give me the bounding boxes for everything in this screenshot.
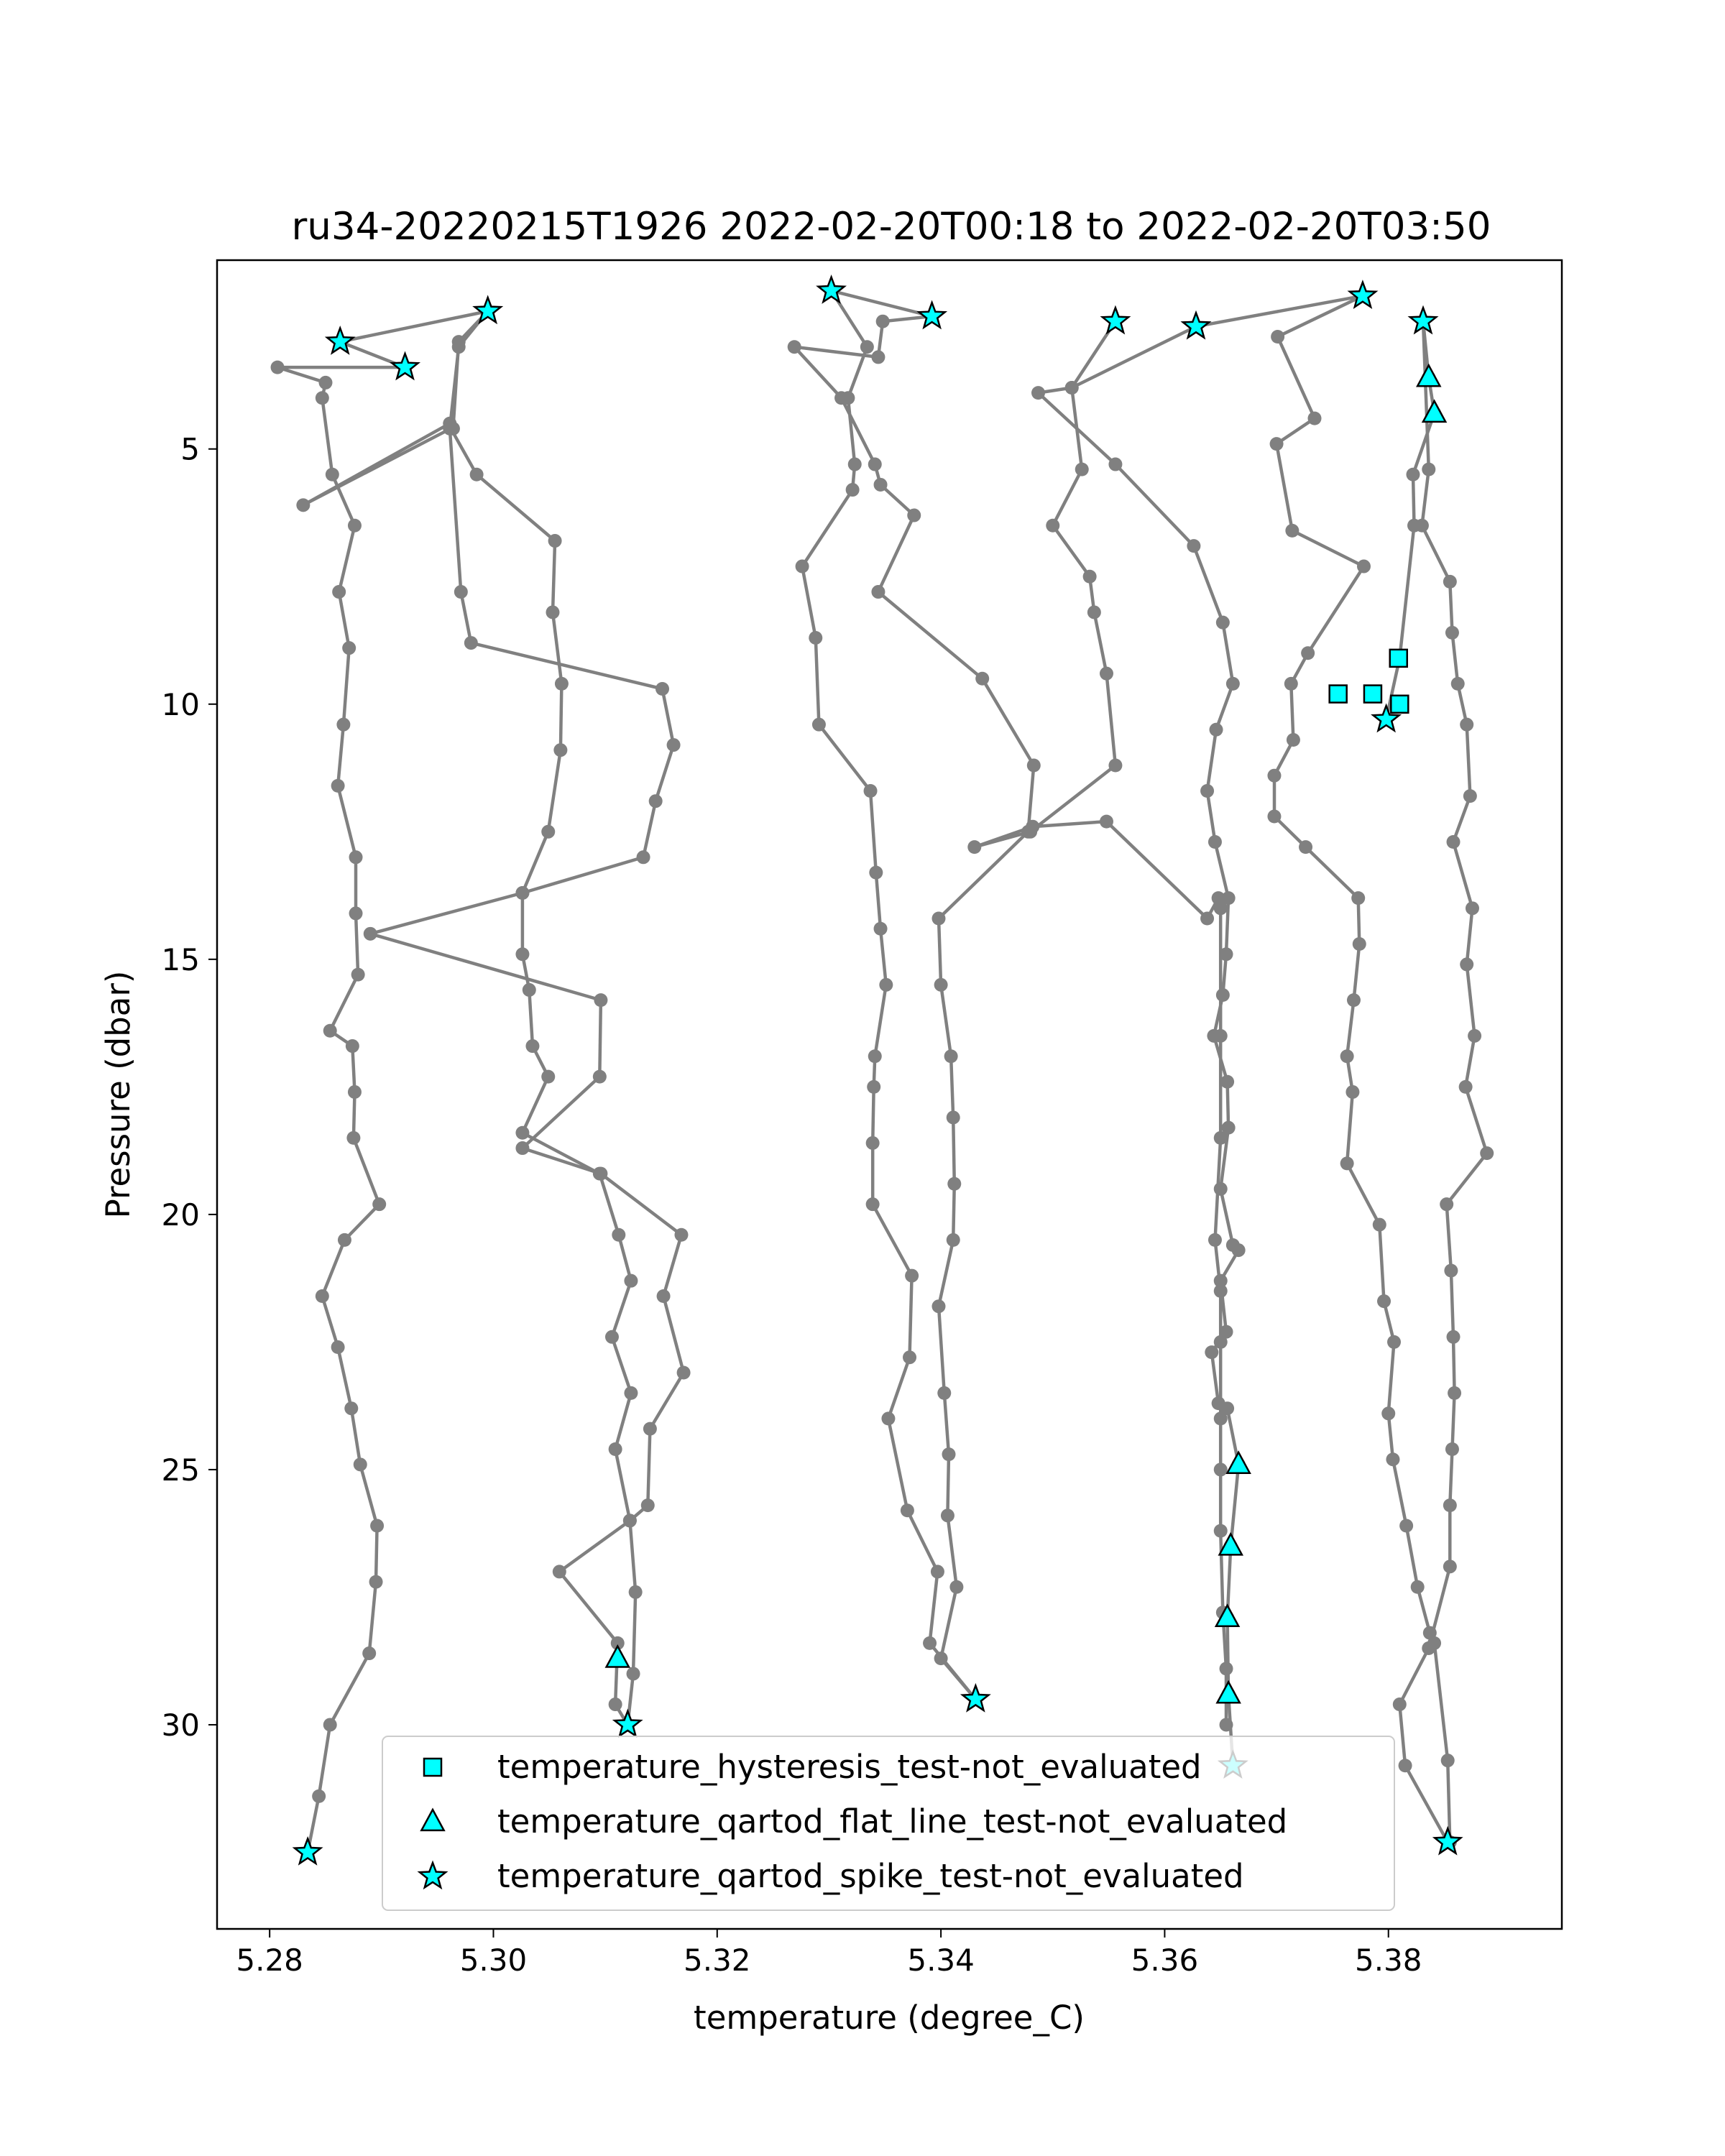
- y-tick-label: 25: [161, 1452, 200, 1488]
- profile-point: [525, 1039, 539, 1053]
- profile-point: [944, 1049, 958, 1063]
- profile-point: [1100, 815, 1113, 829]
- profile-point: [1031, 386, 1045, 400]
- y-tick-label: 30: [161, 1707, 200, 1743]
- profile-point: [931, 1565, 944, 1578]
- profile-point: [1220, 1718, 1233, 1731]
- profile-point: [879, 978, 893, 992]
- profile-point: [594, 1167, 607, 1181]
- profile-point: [947, 1110, 960, 1124]
- profile-point: [788, 340, 801, 354]
- profile-point: [523, 983, 536, 997]
- x-tick-label: 5.34: [907, 1943, 975, 1978]
- profile-point: [1214, 1029, 1228, 1043]
- profile-point: [364, 927, 377, 941]
- profile-point: [1448, 1386, 1461, 1400]
- y-tick-label: 20: [161, 1197, 200, 1233]
- profile-point: [901, 1503, 914, 1517]
- profile-point: [609, 1697, 622, 1711]
- profile-point: [1451, 677, 1465, 691]
- profile-point: [348, 1085, 362, 1099]
- profile-point: [649, 794, 663, 808]
- profile-point: [932, 1299, 945, 1313]
- profile-point: [1386, 1452, 1399, 1466]
- profile-point: [1307, 412, 1321, 425]
- profile-point: [546, 605, 559, 619]
- profile-point: [1351, 891, 1365, 905]
- profile-point: [1415, 519, 1429, 533]
- legend: [382, 1736, 1394, 1910]
- profile-point: [1270, 437, 1284, 451]
- profile-point: [871, 350, 885, 364]
- profile-point: [947, 1177, 961, 1191]
- profile-point: [641, 1498, 655, 1512]
- profile-point: [796, 560, 809, 573]
- profile-point: [1087, 605, 1101, 619]
- profile-point: [1463, 789, 1477, 803]
- profile-point: [1108, 758, 1122, 772]
- profile-point: [1024, 825, 1037, 839]
- profile-point: [860, 340, 874, 354]
- profile-point: [1399, 1759, 1412, 1772]
- profile-point: [1214, 1335, 1228, 1349]
- profile-point: [346, 1131, 360, 1145]
- profile-point: [947, 1233, 960, 1247]
- profile-point: [656, 682, 669, 696]
- x-tick-label: 5.36: [1131, 1943, 1199, 1978]
- profile-point: [623, 1514, 637, 1527]
- profile-point: [629, 1585, 643, 1599]
- profile-point: [452, 340, 466, 354]
- profile-point: [1214, 1131, 1228, 1145]
- profile-point: [1065, 381, 1079, 395]
- profile-point: [326, 468, 339, 482]
- profile-point: [1216, 988, 1230, 1002]
- profile-point: [874, 478, 888, 492]
- profile-point: [868, 1049, 882, 1063]
- profile-point: [967, 840, 981, 854]
- profile-point: [1411, 1580, 1425, 1594]
- profile-point: [1441, 1754, 1455, 1767]
- profile-point: [1301, 646, 1315, 660]
- profile-point: [541, 825, 555, 839]
- profile-point: [1444, 1263, 1458, 1277]
- profile-point: [1422, 1641, 1435, 1655]
- profile-point: [1460, 957, 1473, 971]
- profile-point: [605, 1330, 619, 1344]
- profile-point: [1027, 758, 1041, 772]
- profile-point: [903, 1350, 916, 1364]
- profile-point: [934, 978, 948, 992]
- profile-point: [1340, 1156, 1354, 1170]
- profile-point: [1200, 784, 1214, 798]
- profile-point: [1108, 458, 1122, 471]
- profile-point: [1083, 570, 1097, 584]
- profile-point: [923, 1636, 937, 1650]
- profile-point: [1214, 1284, 1228, 1298]
- profile-point: [1220, 1075, 1234, 1089]
- profile-point: [1422, 463, 1435, 476]
- profile-point: [609, 1442, 622, 1456]
- profile-point: [1443, 1560, 1457, 1573]
- profile-point: [342, 641, 356, 655]
- profile-point: [1443, 575, 1457, 589]
- profile-point: [1216, 616, 1230, 630]
- x-tick-label: 5.32: [684, 1943, 751, 1978]
- profile-point: [624, 1274, 638, 1288]
- profile-point: [871, 585, 885, 599]
- profile-point: [1445, 1442, 1459, 1456]
- profile-point: [370, 1519, 384, 1533]
- profile-point: [1440, 1197, 1453, 1211]
- profile-point: [1208, 835, 1222, 849]
- profile-point: [1357, 560, 1371, 573]
- profile-point: [874, 922, 888, 936]
- profile-point: [881, 1411, 895, 1425]
- profile-point: [834, 391, 848, 405]
- profile-point: [876, 315, 890, 328]
- profile-point: [624, 1386, 638, 1400]
- profile-point: [1187, 539, 1200, 553]
- profile-point: [1480, 1146, 1494, 1160]
- profile-point: [1299, 840, 1312, 854]
- profile-point: [1346, 1085, 1359, 1099]
- profile-point: [1075, 463, 1089, 476]
- profile-point: [541, 1070, 555, 1084]
- profile-point: [1267, 769, 1281, 783]
- y-axis-label: Pressure (dbar): [99, 970, 137, 1219]
- profile-point: [1377, 1294, 1391, 1308]
- profile-point: [1406, 468, 1420, 482]
- profile-point: [866, 1136, 880, 1150]
- x-tick-label: 5.28: [236, 1943, 303, 1978]
- profile-point: [1393, 1697, 1407, 1711]
- profile-point: [868, 458, 882, 471]
- profile-point: [809, 631, 822, 645]
- profile-point: [553, 1565, 566, 1578]
- profile-point: [316, 1289, 329, 1303]
- profile-point: [1212, 891, 1225, 905]
- profile-point: [331, 779, 345, 793]
- profile-point: [1347, 993, 1361, 1007]
- profile-point: [349, 850, 363, 864]
- profile-point: [332, 585, 346, 599]
- profile-point: [548, 534, 562, 548]
- profile-point: [1214, 1182, 1228, 1196]
- profile-point: [351, 968, 365, 982]
- profile-point: [867, 1080, 880, 1094]
- profile-point: [515, 886, 529, 900]
- hysteresis-marker: [1391, 696, 1408, 713]
- profile-point: [338, 1233, 351, 1247]
- profile-point: [464, 636, 478, 650]
- profile-point: [515, 1126, 529, 1140]
- profile-point: [1399, 1519, 1413, 1533]
- profile-point: [864, 784, 878, 798]
- profile-point: [932, 912, 945, 926]
- profile-point: [1214, 1462, 1228, 1476]
- profile-point: [1284, 677, 1298, 691]
- profile-point: [323, 1024, 337, 1038]
- profile-point: [1214, 1524, 1228, 1538]
- profile-point: [515, 947, 529, 961]
- profile-point: [369, 1575, 383, 1589]
- legend-label-hysteresis: temperature_hysteresis_test-not_evaluated: [497, 1748, 1202, 1786]
- profile-point: [674, 1228, 688, 1242]
- y-tick-label: 10: [161, 686, 200, 722]
- profile-point: [1381, 1406, 1395, 1420]
- profile-point: [1205, 1345, 1218, 1359]
- profile-point: [667, 738, 681, 752]
- profile-point: [331, 1340, 345, 1354]
- profile-point: [296, 498, 310, 512]
- profile-point: [949, 1580, 963, 1594]
- hysteresis-marker: [1364, 686, 1381, 703]
- profile-point: [1459, 1080, 1473, 1094]
- profile-point: [515, 1141, 529, 1155]
- profile-point: [937, 1386, 951, 1400]
- profile-point: [348, 519, 362, 533]
- profile-point: [1226, 677, 1240, 691]
- profile-point: [905, 1269, 919, 1283]
- profile-point: [372, 1197, 386, 1211]
- profile-point: [1287, 733, 1300, 747]
- profile-point: [1373, 1218, 1386, 1232]
- profile-point: [627, 1667, 640, 1680]
- chart-title: ru34-20220215T1926 2022-02-20T00:18 to 2022-02-20T03:50: [291, 205, 1491, 249]
- profile-point: [555, 677, 569, 691]
- profile-point: [1208, 1233, 1222, 1247]
- profile-point: [1443, 1498, 1457, 1512]
- profile-point: [612, 1228, 625, 1242]
- profile-point: [975, 672, 989, 686]
- profile-point: [941, 1508, 954, 1522]
- profile-point: [866, 1197, 880, 1211]
- profile-point: [1046, 519, 1059, 533]
- profile-point: [1445, 626, 1459, 640]
- profile-point: [1466, 901, 1479, 915]
- profile-point: [344, 1401, 358, 1415]
- legend-marker-square: [424, 1759, 441, 1776]
- profile-point: [907, 509, 921, 522]
- profile-point: [594, 993, 607, 1007]
- profile-point: [1232, 1243, 1246, 1257]
- profile-point: [1460, 718, 1473, 732]
- profile-point: [942, 1447, 955, 1461]
- profile-point: [1210, 723, 1223, 737]
- profile-point: [271, 361, 285, 374]
- profile-point: [1200, 912, 1214, 926]
- profile-point: [593, 1070, 607, 1084]
- profile-point: [553, 743, 567, 757]
- profile-point: [318, 376, 332, 390]
- profile-point: [1214, 1411, 1228, 1425]
- profile-point: [677, 1366, 691, 1380]
- hysteresis-marker: [1390, 650, 1407, 667]
- profile-point: [848, 458, 862, 471]
- profile-point: [1353, 937, 1366, 951]
- y-tick-label: 15: [161, 941, 200, 977]
- x-tick-label: 5.38: [1354, 1943, 1422, 1978]
- profile-point: [1468, 1029, 1481, 1043]
- profile-point: [354, 1457, 367, 1471]
- profile-point: [1447, 1330, 1460, 1344]
- profile-point: [1267, 810, 1281, 824]
- x-tick-label: 5.30: [459, 1943, 528, 1978]
- legend-label-flat-line: temperature_qartod_flat_line_test-not_evaluated: [497, 1802, 1288, 1841]
- profile-point: [934, 1651, 948, 1665]
- profile-point: [349, 906, 363, 920]
- profile-point: [316, 391, 329, 405]
- profile-point: [1387, 1335, 1401, 1349]
- x-axis-label: temperature (degree_C): [694, 1999, 1085, 2037]
- profile-point: [312, 1789, 326, 1803]
- profile-point: [657, 1289, 671, 1303]
- profile-point: [1271, 330, 1284, 344]
- y-tick-label: 5: [180, 431, 200, 467]
- profile-point: [336, 718, 350, 732]
- profile-point: [1285, 524, 1299, 538]
- profile-point: [869, 866, 883, 880]
- profile-point: [454, 585, 468, 599]
- profile-point: [1447, 835, 1460, 849]
- profile-point: [323, 1718, 337, 1731]
- profile-point: [362, 1646, 376, 1660]
- profile-point: [443, 422, 456, 436]
- legend-label-spike: temperature_qartod_spike_test-not_evaluated: [497, 1857, 1244, 1895]
- profile-point: [637, 850, 650, 864]
- profile-point: [643, 1422, 657, 1436]
- profile-point: [812, 718, 826, 732]
- profile-point: [1340, 1049, 1354, 1063]
- profile-point: [1100, 667, 1113, 681]
- profile-point: [846, 483, 860, 497]
- profile-point: [470, 468, 484, 482]
- hysteresis-marker: [1330, 686, 1347, 703]
- profile-point: [1220, 1662, 1233, 1675]
- profile-point: [346, 1039, 359, 1053]
